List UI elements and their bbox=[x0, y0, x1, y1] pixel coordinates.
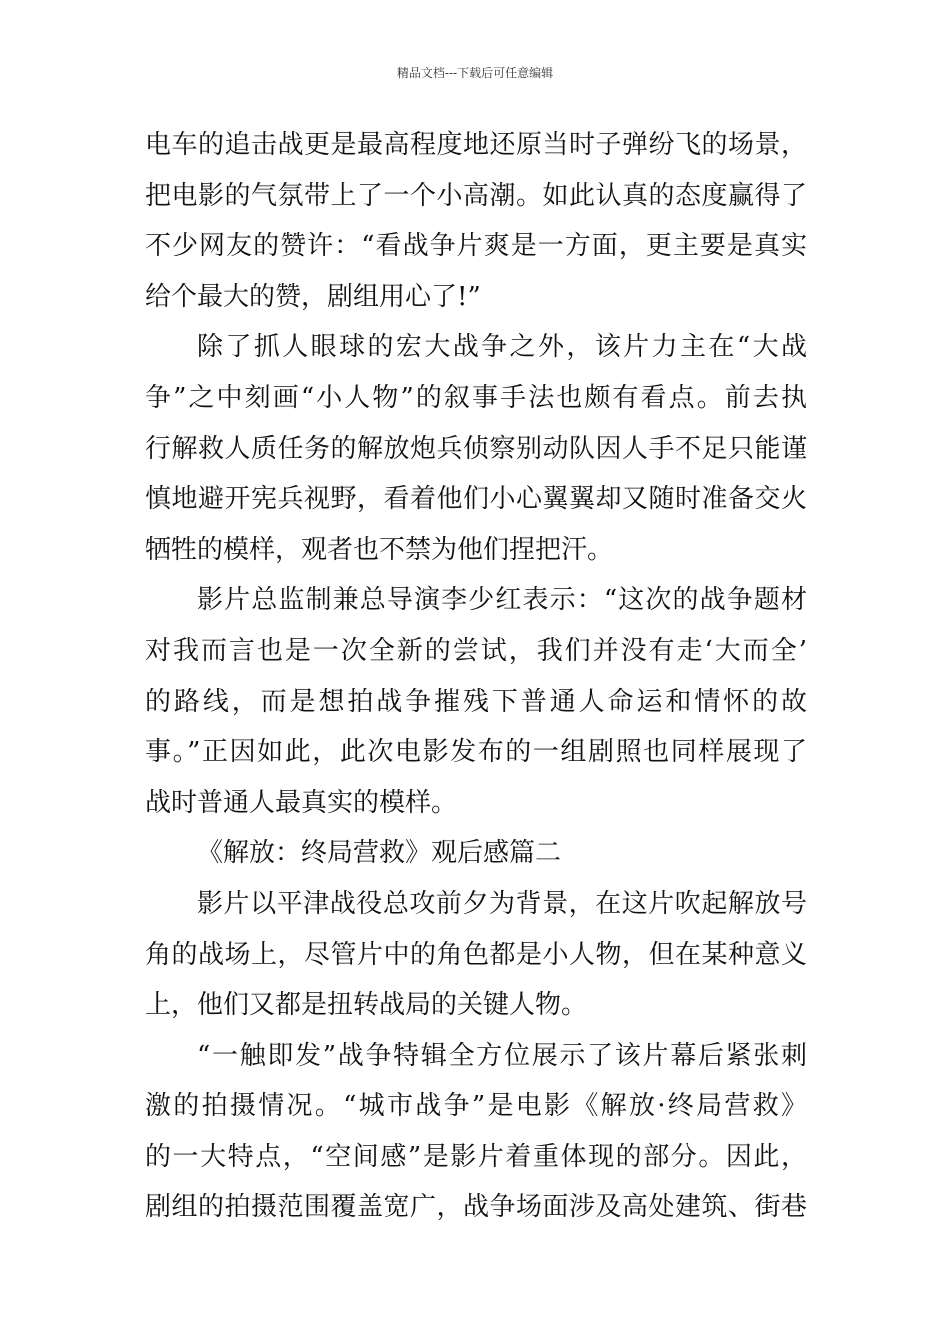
text-line: 电车的追击战更是最高程度地还原当时子弹纷飞的场景， bbox=[145, 130, 807, 160]
text-line: 事。”正因如此，此次电影发布的一组剧照也同样展现了 bbox=[145, 737, 807, 768]
text-line: 影片以平津战役总攻前夕为背景，在这片吹起解放号 bbox=[197, 888, 807, 919]
text-line: 的路线，而是想拍战争摧残下普通人命运和情怀的故 bbox=[145, 686, 807, 717]
text-line: 行解救人质任务的解放炮兵侦察别动队因人手不足只能谨 bbox=[145, 433, 807, 464]
text-line: 不少网友的赞许：“看战争片爽是一方面，更主要是真实 bbox=[145, 231, 807, 262]
text-line: 对我而言也是一次全新的尝试，我们并没有走‘大而全’ bbox=[145, 635, 807, 666]
text-line: 上，他们又都是扭转战局的关键人物。 bbox=[145, 990, 588, 1021]
text-line: 慎地避开宪兵视野，看着他们小心翼翼却又随时准备交火 bbox=[145, 484, 807, 515]
text-line: 影片总监制兼总导演李少红表示：“这次的战争题材 bbox=[197, 585, 807, 616]
page-header: 精品文档---下载后可任意编辑 bbox=[396, 66, 554, 80]
text-line: 争”之中刻画“小人物”的叙事手法也颇有看点。前去执 bbox=[145, 382, 807, 413]
text-line: 战时普通人最真实的模样。 bbox=[145, 787, 458, 818]
text-line: 激的拍摄情况。“城市战争”是电影《解放·终局营救》 bbox=[145, 1091, 807, 1122]
text-line: 剧组的拍摄范围覆盖宽广，战争场面涉及高处建筑、街巷 bbox=[145, 1192, 807, 1223]
text-line: 给个最大的赞，剧组用心了!” bbox=[145, 281, 481, 312]
text-line: “一触即发”战争特辑全方位展示了该片幕后紧张刺 bbox=[197, 1040, 807, 1071]
text-line: 把电影的气氛带上了一个小高潮。如此认真的态度赢得了 bbox=[145, 180, 807, 211]
section-heading: 《解放：终局营救》观后感篇二 bbox=[197, 838, 562, 869]
text-line: 角的战场上，尽管片中的角色都是小人物，但在某种意义 bbox=[145, 939, 807, 970]
text-line: 牺牲的模样，观者也不禁为他们捏把汗。 bbox=[145, 534, 614, 565]
text-line: 的一大特点，“空间感”是影片着重体现的部分。因此， bbox=[145, 1141, 807, 1172]
document-body bbox=[145, 120, 807, 1233]
text-line: 除了抓人眼球的宏大战争之外，该片力主在“大战 bbox=[197, 332, 807, 363]
